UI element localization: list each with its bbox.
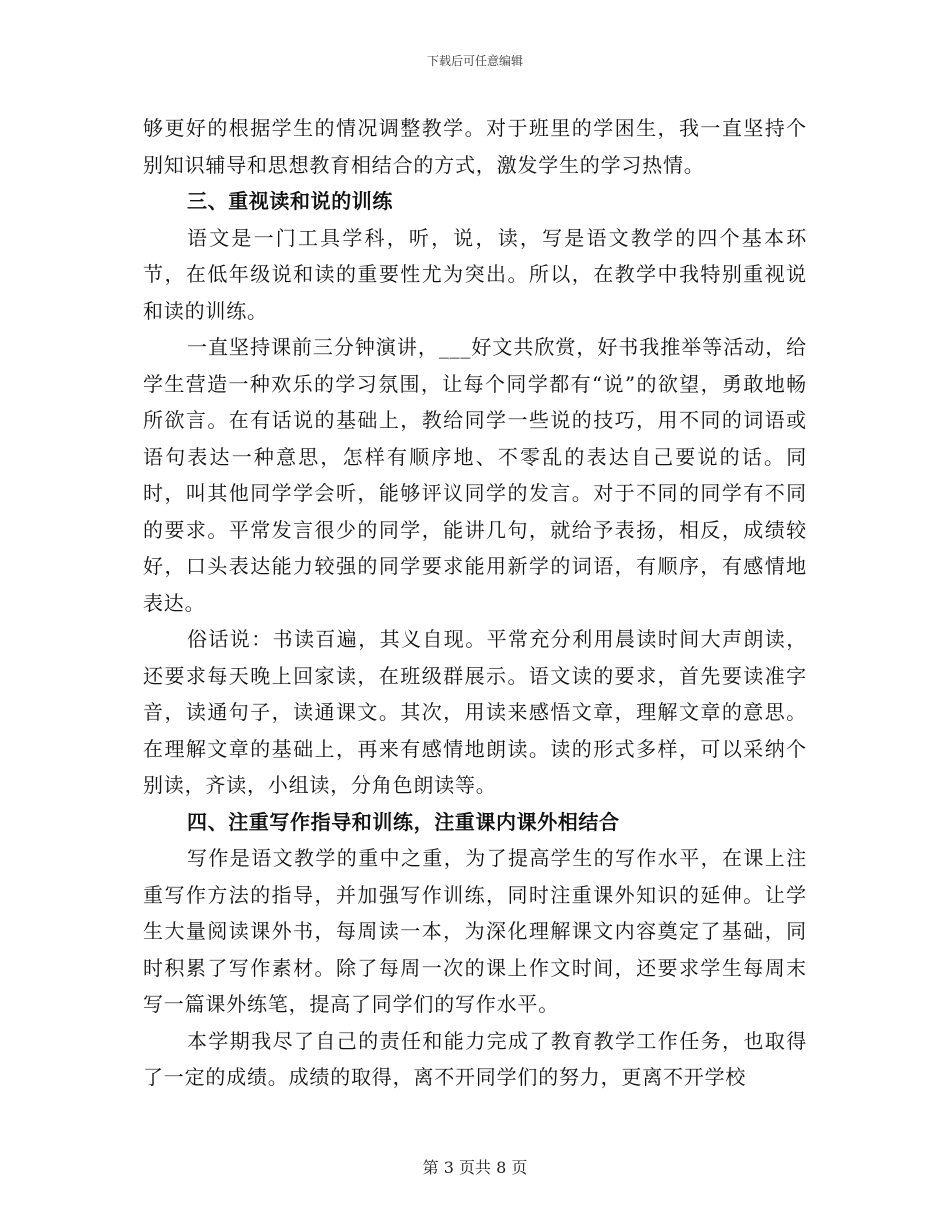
paragraph: 一直坚持课前三分钟演讲，___好文共欣赏，好书我推举等活动，给学生营造一种欢乐的学习氛围，让每个同学都有“说”的欲望，勇敢地畅所欲言。在有话说的基础上，教给同学一些说的技巧，用不同的词语或语句表达一种意思，怎样有顺序地、不零乱的表达自己要说的话。同时，叫其他同学学会听，能够评议同学的发言。对于不同的同学有不同的要求。平常发言很少的同学，能讲几句，就给予表扬，相反，成绩较好，口头表达能力较强的同学要求能用新学的词语，有顺序，有感情地表达。 <box>143 335 807 615</box>
section-heading: 三、重视读和说的训练 <box>187 189 393 213</box>
paragraph: 本学期我尽了自己的责任和能力完成了教育教学工作任务，也取得了一定的成绩。成绩的取得，离不开同学们的努力，更离不开学校 <box>143 1028 807 1089</box>
paragraph: 语文是一门工具学科，听，说，读，写是语文教学的四个基本环节，在低年级说和读的重要性尤为突出。所以，在教学中我特别重视说和读的训练。 <box>143 225 807 323</box>
paragraph: 够更好的根据学生的情况调整教学。对于班里的学困生，我一直坚持个别知识辅导和思想教育相结合的方式，激发学生的学习热情。 <box>143 116 807 177</box>
paragraph: 俗话说：书读百遍，其义自现。平常充分利用晨读时间大声朗读，还要求每天晚上回家读，在班级群展示。语文读的要求，首先要读准字音，读通句子，读通课文。其次，用读来感悟文章，理解文章的意思。在理解文章的基础上，再来有感情地朗读。读的形式多样，可以采纳个别读，齐读，小组读，分角色朗读等。 <box>143 627 807 797</box>
page-footer: 第 3 页共 8 页 <box>422 1158 528 1177</box>
paragraph: 写作是语文教学的重中之重，为了提高学生的写作水平，在课上注重写作方法的指导，并加强写作训练，同时注重课外知识的延伸。让学生大量阅读课外书，每周读一本，为深化理解课文内容奠定了基础，同时积累了写作素材。除了每周一次的课上作文时间，还要求学生每周末写一篇课外练笔，提高了同学们的写作水平。 <box>143 846 807 1016</box>
section-heading: 四、注重写作指导和训练，注重课内课外相结合 <box>187 809 620 834</box>
page-header: 下载后可任意编辑 <box>426 54 523 68</box>
document-body <box>143 110 807 1096</box>
